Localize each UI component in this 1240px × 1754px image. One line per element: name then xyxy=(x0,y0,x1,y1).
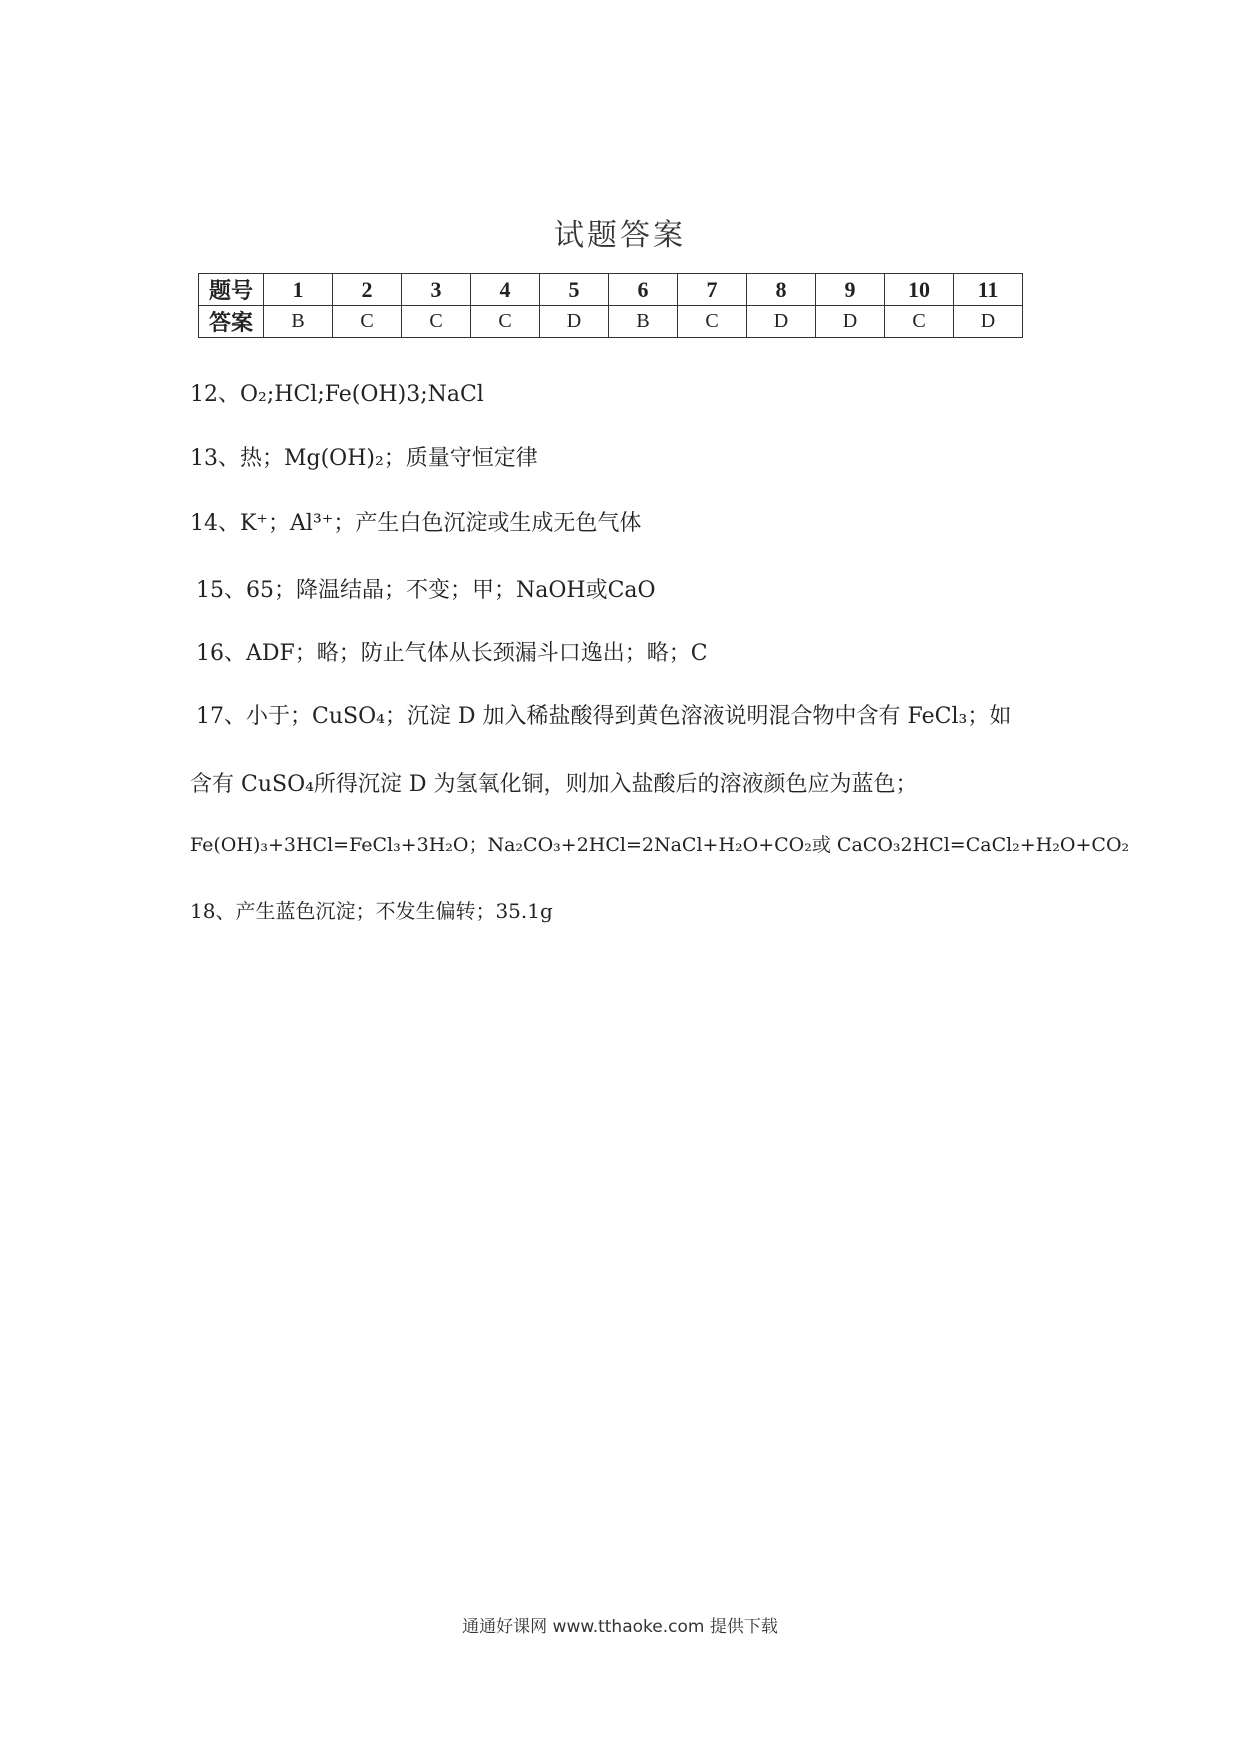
table-cell: 10 xyxy=(885,274,954,306)
answer-17-line-1: 17、小于；CuSO₄；沉淀 D 加入稀盐酸得到黄色溶液说明混合物中含有 FeCl₃；如 xyxy=(196,704,1012,729)
answer-12: 12、O₂;HCl;Fe(OH)3;NaCl xyxy=(190,382,484,407)
table-cell: B xyxy=(264,306,333,338)
table-cell: 5 xyxy=(540,274,609,306)
answer-17-line-2: 含有 CuSO₄所得沉淀 D 为氢氧化铜，则加入盐酸后的溶液颜色应为蓝色； xyxy=(190,772,918,797)
table-cell: C xyxy=(402,306,471,338)
table-cell: 1 xyxy=(264,274,333,306)
table-row-answers xyxy=(199,306,1023,338)
table-cell: C xyxy=(885,306,954,338)
table-cell: B xyxy=(609,306,678,338)
answer-14: 14、K⁺；Al³⁺；产生白色沉淀或生成无色气体 xyxy=(190,511,642,536)
table-cell: 6 xyxy=(609,274,678,306)
table-cell: 8 xyxy=(747,274,816,306)
footer-source: 通通好课网 www.tthaoke.com 提供下载 xyxy=(462,1617,778,1637)
answer-table xyxy=(198,273,1023,338)
table-row-numbers xyxy=(199,274,1023,306)
table-cell: 2 xyxy=(333,274,402,306)
answer-18: 18、产生蓝色沉淀；不发生偏转；35.1g xyxy=(190,899,553,923)
table-cell: C xyxy=(471,306,540,338)
answer-15: 15、65；降温结晶；不变；甲；NaOH或CaO xyxy=(196,578,656,603)
page-title: 试题答案 xyxy=(554,218,686,253)
row-label-answer: 答案 xyxy=(199,306,264,338)
table-cell: C xyxy=(678,306,747,338)
table-cell: D xyxy=(954,306,1023,338)
table-cell: 4 xyxy=(471,274,540,306)
table-cell: D xyxy=(540,306,609,338)
table-cell: 9 xyxy=(816,274,885,306)
table-cell: D xyxy=(816,306,885,338)
answer-13: 13、热；Mg(OH)₂；质量守恒定律 xyxy=(190,446,538,471)
answer-17-line-3: Fe(OH)₃+3HCl=FeCl₃+3H₂O；Na₂CO₃+2HCl=2NaCl+H₂O+CO₂或 CaCO₃2HCl=CaCl₂+H₂O+CO₂ xyxy=(190,834,1130,856)
answer-16: 16、ADF；略；防止气体从长颈漏斗口逸出；略；C xyxy=(196,641,708,666)
table-cell: 3 xyxy=(402,274,471,306)
row-label-number: 题号 xyxy=(199,274,264,306)
table-cell: 7 xyxy=(678,274,747,306)
table-cell: 11 xyxy=(954,274,1023,306)
table-cell: D xyxy=(747,306,816,338)
table-cell: C xyxy=(333,306,402,338)
